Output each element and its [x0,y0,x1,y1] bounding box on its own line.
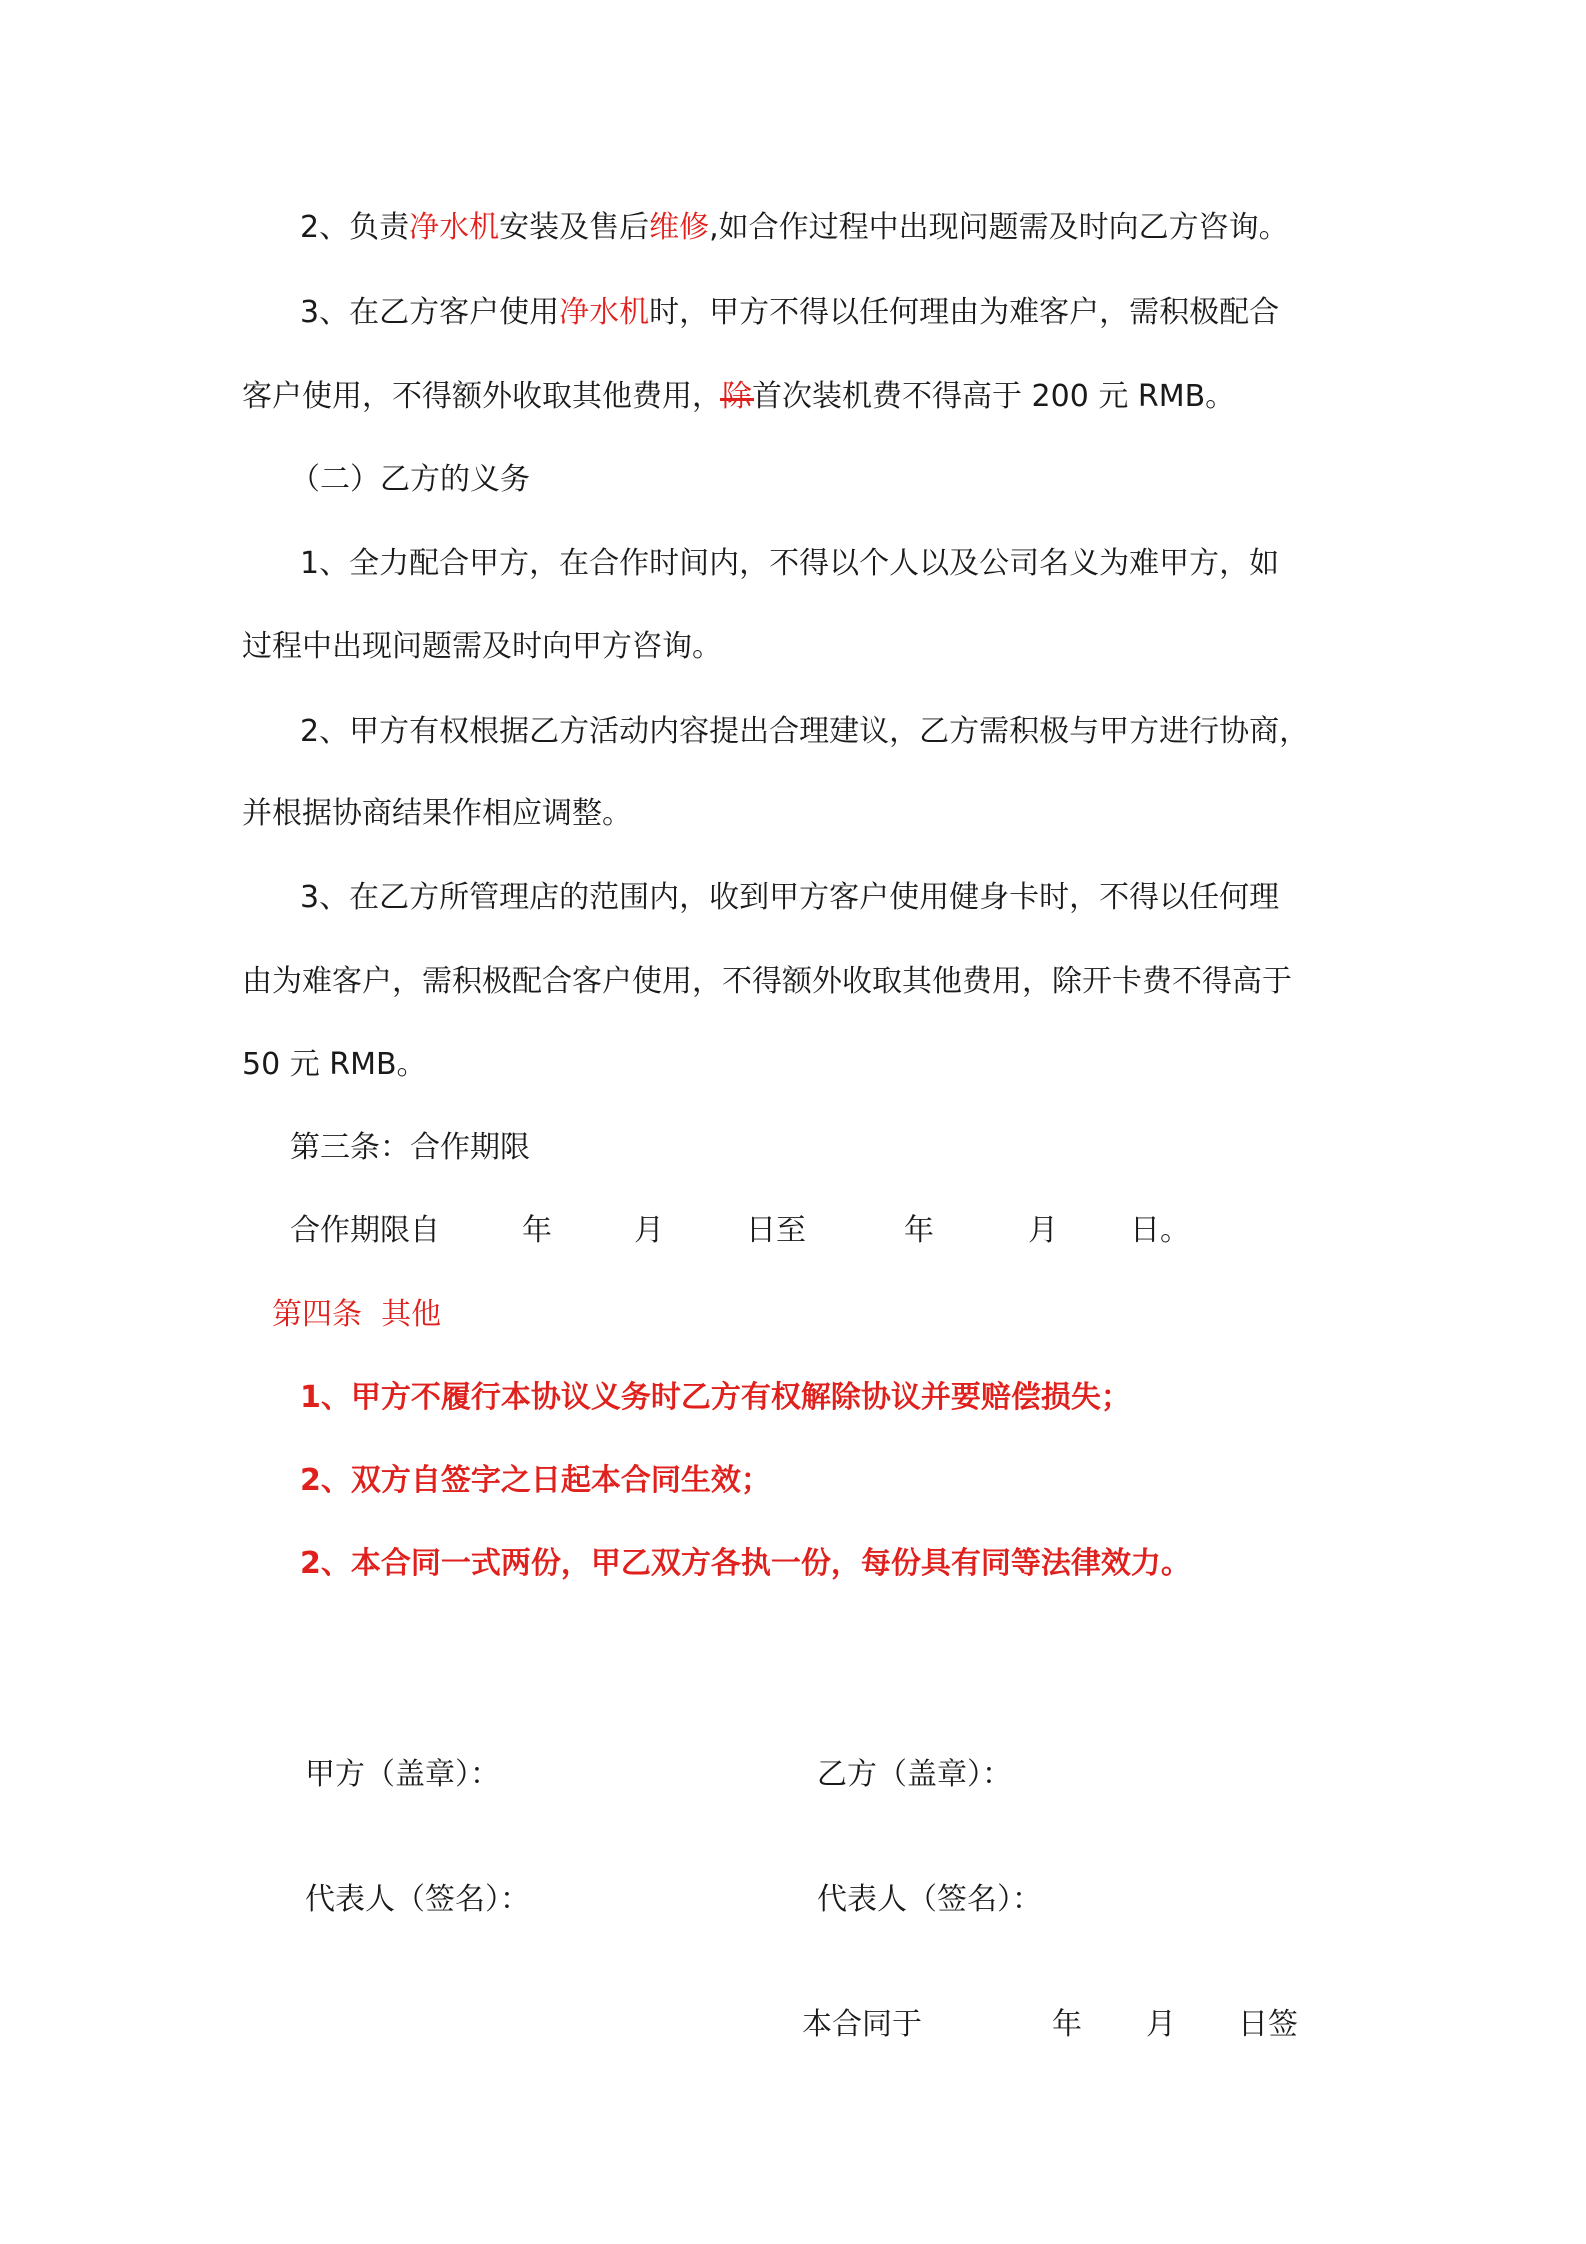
text-segment: 安装及售后 [499,210,650,245]
party-b-item-2-line-2: 并根据协商结果作相应调整。 [242,796,632,831]
cooperation-period [290,1213,1190,1248]
article-4-item-1: 1、甲方不履行本协议义务时乙方有权解除协议并要赔偿损失； [300,1380,1131,1415]
date-year: 年 [1052,2007,1082,2042]
party-b-rep-label: 代表人（签名）： [817,1882,1042,1917]
period-year-end: 年 [904,1213,934,1248]
date-day: 日签 [1238,2007,1298,2042]
text-segment: 时，甲方不得以任何理由为难客户，需积极配合 [649,295,1280,330]
date-month: 月 [1146,2007,1176,2042]
party-b-item-2-line-1: 2、甲方有权根据乙方活动内容提出合理建议，乙方需积极与甲方进行协商， [300,714,1310,749]
struck-through-char: 除 [722,379,752,414]
party-b-item-3-line-1: 3、在乙方所管理店的范围内，收到甲方客户使用健身卡时，不得以任何理 [300,880,1280,915]
period-year-start: 年 [522,1213,552,1248]
text-segment: ,如合作过程中出现问题需及时向乙方咨询。 [709,210,1289,245]
text-segment: 客户使用，不得额外收取其他费用， [242,379,722,414]
article-4-item-3: 2、本合同一式两份，甲乙双方各执一份，每份具有同等法律效力。 [300,1546,1191,1581]
period-month-end: 月 [1028,1213,1058,1248]
text-segment: 首次装机费不得高于 200 元 RMB。 [752,379,1236,414]
party-b-item-1-line-2: 过程中出现问题需及时向甲方咨询。 [242,629,722,664]
party-b-item-3-line-3: 50 元 RMB。 [242,1047,427,1082]
highlight-water-purifier: 净水机 [559,295,650,330]
highlight-repair: 维修 [649,210,710,245]
date-label: 本合同于 [802,2007,922,2042]
period-day-end: 日。 [1130,1213,1190,1248]
period-day-to: 日至 [746,1213,806,1248]
period-month-start: 月 [634,1213,664,1248]
party-a-item-2 [300,210,1289,245]
party-b-heading: （二）乙方的义务 [290,462,530,497]
party-a-rep-label: 代表人（签名）： [305,1882,530,1917]
period-label: 合作期限自 [290,1213,440,1248]
party-b-seal-label: 乙方（盖章）： [817,1757,1012,1792]
text-segment: 2、负责 [300,210,410,245]
party-b-item-3-line-2: 由为难客户，需积极配合客户使用，不得额外收取其他费用，除开卡费不得高于 [242,964,1292,999]
text-segment: 3、在乙方客户使用 [300,295,560,330]
party-a-seal-label: 甲方（盖章）： [305,1757,500,1792]
party-a-item-3-line-2 [242,379,1236,414]
party-a-item-3-line-1 [300,295,1280,330]
party-b-item-1-line-1: 1、全力配合甲方，在合作时间内，不得以个人以及公司名义为难甲方，如 [300,546,1280,581]
highlight-water-purifier: 净水机 [409,210,500,245]
article-3-heading: 第三条：合作期限 [290,1130,530,1165]
article-4-item-2: 2、双方自签字之日起本合同生效； [300,1463,771,1498]
signing-date [802,2007,1298,2042]
article-4-heading: 第四条 其他 [272,1297,442,1332]
